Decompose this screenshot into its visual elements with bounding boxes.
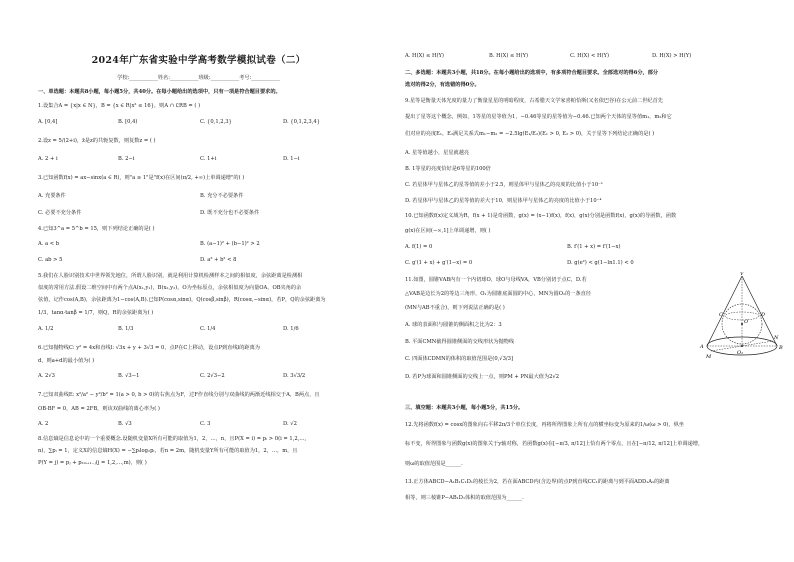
sphere-center-point — [741, 323, 743, 325]
q2-option-c: C. 1+i — [200, 156, 217, 162]
label-n: N — [774, 335, 779, 341]
section-multi-choice-header: 二、多选题：本题共3小题，共18分。在每小题给出的选项中，有多项符合题目要求。全部选对的得6分，部分 — [405, 70, 659, 76]
q8-option-c: C. H(X) < H(Y) — [570, 53, 609, 59]
q6-option-a: A. 2√3 — [38, 373, 55, 379]
q6-option-b: B. √3−1 — [118, 373, 140, 379]
q4-option-c: C. ab > 5 — [38, 257, 63, 263]
question-5-line-3: 弦值，记作cos(A,B)，余弦距离为1−cos(A,B).已知P(cosα,sinα)，Q(cosβ,sinβ)，R(cosα,−sinα)，若P，Q的余弦距离为 — [38, 297, 326, 303]
cone-sphere-figure — [697, 272, 787, 372]
cone-edge-va — [707, 276, 742, 346]
q10-option-d: D. g(e²) < g(1−ln1.1) < 0 — [567, 260, 634, 266]
q2-option-d: D. 1−i — [283, 156, 300, 162]
q7-option-c: C. 3 — [200, 421, 211, 427]
q8-option-b: B. H(X) ≤ H(Y) — [489, 53, 529, 59]
question-8-line-2: n)，∑pᵢ = 1，定义X的信息熵H(X) = −∑pᵢlog₂pᵢ，若n = 2m，随机变量Y所有可能的取值为1，2，…，m，且 — [38, 448, 298, 454]
q9-option-b: B. 1等星的亮度恰好是6等星的100倍 — [405, 166, 491, 172]
q7-option-b: B. √3 — [118, 421, 132, 427]
question-4: 4.已知3^a = 5^b = 15，则下列结论正确的是( ) — [38, 226, 155, 232]
q3-option-a: A. 充要条件 — [38, 193, 66, 199]
question-11-line-1: 11.如图，圆锥VAB内有一个内切球O，球O与母线VA，VB分别切于点C，D.若 — [405, 277, 587, 283]
question-12-line-2: 标不变，所得图象与函数g(x)的图象关于y轴对称，若函数g(x)在[−π/3, π/12]上恰有两个零点，且在[−π/12, π/12]上单调递增， — [405, 441, 704, 447]
label-o1: O₁ — [737, 350, 744, 356]
question-9-line-2: 提出了星等这个概念，例如，1等星的星等值为1，−0.46等星的星等值为−0.46.已知两个天体的星等值m₁，m₂和它 — [405, 114, 672, 120]
q4-option-a: A. a < b — [38, 241, 60, 247]
q9-option-c: C. 若星体甲与星体乙的星等值的差小于2.5，则星体甲与星体乙的亮度的比值小于10⁻¹ — [405, 182, 603, 188]
q7-option-a: A. 2 — [38, 421, 49, 427]
cone-edge-vb — [742, 276, 777, 346]
question-9-line-3: 们对应的亮度E₁，E₂满足关系式m₁−m₂ = −2.5lg(E₁/E₂)(E₁ > 0, E₂ > 0)，关于星等下列结论正确的是( ) — [405, 131, 655, 137]
q9-option-a: A. 星等值越小，星星就越亮 — [405, 150, 470, 156]
question-8-line-3: P(Y = j) = pⱼ + p₂ₘ₊₁₋ⱼ(j = 1,2,…,m)，则( ) — [38, 460, 147, 466]
question-12-line-3: 则ω的取值范围是______. — [405, 461, 463, 467]
q4-option-d: D. a² + b² < 8 — [200, 257, 237, 263]
question-7-line-2: OB·BF = 0，AB = 2FB，则该双曲线的离心率为( ) — [38, 406, 160, 412]
q3-option-b: B. 充分不必要条件 — [200, 193, 244, 199]
q11-option-d: D. 若P为球面和圆锥侧面的交线上一点，则PM + PN最大值为2√2 — [405, 374, 560, 380]
label-m: M — [706, 354, 712, 360]
label-c: C — [719, 312, 723, 318]
section-fill-in-header: 三、填空题：本题共3小题，每小题5分，共15分。 — [405, 405, 524, 411]
question-13-line-2: 相等，则三棱锥P−AB₁D₁体积的取值范围为______. — [405, 495, 524, 501]
q7-option-d: D. √2 — [283, 421, 297, 427]
q11-option-a: A. 球的表面积与圆锥的侧面积之比为2：3 — [405, 322, 502, 328]
q10-option-b: B. f′(1 + x) = f′(1−x) — [567, 244, 621, 250]
label-v: V — [740, 272, 744, 277]
question-5-line-2: 似度的常用方法.假设二维空间中有两个点A(x₁,y₁)，B(x₂,y₂)，O为坐标原点，余弦相似度为向量OA，OB夹角的余 — [38, 285, 302, 291]
section-single-choice-header: 一、单选题：本题共8小题，每小题5分，共40分。在每小题给出的选项中，只有一项是符合题目要求的。 — [38, 89, 281, 95]
tangent-circle — [725, 312, 759, 320]
q2-option-a: A. 2 + i — [38, 156, 58, 162]
q9-option-d: D. 若星体甲与星体乙的星等值的差大于10，则星体甲与星体乙的亮度的比值小于10⁻⁴ — [405, 198, 602, 204]
q2-option-b: B. 2−i — [118, 156, 135, 162]
question-10-line-1: 10.已知函数f(x)定义域为R，f(x + 1)是奇函数，g(x) = (x−1)f(x)，f(x)，g(x)分别是函数f(x)，g(x)的导函数，函数 — [405, 213, 677, 219]
q3-option-c: C. 必要不充分条件 — [38, 210, 82, 216]
student-info-line: 学校:___________姓名:___________班级:___________考号:___________ — [117, 75, 280, 81]
question-6-line-2: d，则a+d的最小值为( ) — [38, 358, 95, 364]
question-11-line-3: (MN与AB不重合)，则下列说法正确的是( ) — [405, 305, 505, 311]
question-12-line-1: 12.先将函数f(x) = cosx的图象向右平移2π/3个单位长度，再将所得图象上所有点的横坐标变为原来的1/ω(ω > 0)，纵坐 — [405, 422, 684, 428]
q11-option-c: C. 四面体CDMN的体积的取值范围是(0,√3/3] — [405, 356, 513, 362]
q5-option-c: C. 1/4 — [200, 326, 216, 332]
right-column — [397, 0, 794, 562]
question-9-line-1: 9.星等是衡量天体光度的量力了衡量星星的明暗程度，古希腊天文学家喜帕恰斯(又名依巴谷)在公元前二世纪首先 — [405, 98, 663, 104]
label-b: B — [779, 345, 783, 351]
q4-option-b: B. (a−1)² + (b−1)² > 2 — [200, 241, 260, 247]
question-3: 3.已知函数f(x) = ax−sinx(a ∈ R)，则"a ≥ 1"是"f(x)在区间(π/2, +∞)上单调递增"的( ) — [38, 175, 245, 181]
question-2: 2.设z = 5/(2+i)，z̄是z的共轭复数，则复数z = ( ) — [38, 138, 156, 144]
q3-option-d: D. 既不充分也不必要条件 — [200, 210, 260, 216]
q1-option-a: A. [0,4] — [38, 119, 58, 125]
q10-option-a: A. f(1) = 0 — [405, 244, 433, 250]
q1-option-c: C. {0,1,2,3} — [200, 119, 232, 125]
q5-option-d: D. 1/6 — [283, 326, 299, 332]
q6-option-d: D. 3√3/2 — [283, 373, 306, 379]
question-5-line-1: 5.我们在人脸识别技术中世界领先地位，所谓人脸识别，就是利用计算机检测样本之间的相似度，余弦距离是检测相 — [38, 273, 303, 279]
q10-option-c: C. g′(1 + x) + g′(1−x) = 0 — [405, 260, 473, 266]
q5-option-a: A. 1/2 — [38, 326, 54, 332]
question-7-line-1: 7.已知双曲线E: x²/a² − y²/b² = 1(a > 0, b > 0)的右焦点为F，过F作直线分别与双曲线的两渐近线相交于A，B两点，且 — [38, 392, 320, 398]
question-13-line-1: 13.正方体ABCD−A₁B₁C₁D₁的棱长为2，若在面ABCD内(含边界)的点P到直线CC₁的距离与到平面ADD₁A₁的距离 — [405, 479, 670, 485]
question-1: 1.设集合A = {x|x ∈ N}，B = {x ∈ R|x² ≤ 16}，则A ∩ ∁RB = ( ) — [38, 103, 201, 109]
q11-option-b: B. 平面CMN截得圆锥侧面的交线形状为抛物线 — [405, 339, 515, 345]
question-6-line-1: 6.已知抛物线C: y² = 4x和直线l: √3x + y + 3√3 = 0，点P在C上移动，设点P到直线l的距离为 — [38, 345, 260, 351]
label-o: O — [744, 319, 749, 325]
question-8-line-1: 8.信息熵是信息论中的一个重要概念.设随机变量X所有可能的取值为1，2，…，n，且P(X = i) = pᵢ > 0(i = 1,2,…, — [38, 436, 307, 442]
question-5-line-4: 1/3，tanα·tanβ = 1/7，则Q，R的余弦距离为( ) — [38, 310, 154, 316]
question-11-line-2: △VAB是边长为2的等边三角形，O₁为圆锥底面圆的中心，MN为圆O₁的一条直径 — [405, 291, 592, 297]
label-d: D — [761, 312, 766, 318]
question-10-line-2: g(x)在区间(−∞,1]上单调递增，则( ) — [405, 228, 491, 234]
section-multi-choice-header-2: 选对的得2分，有选错的得0分。 — [405, 82, 480, 88]
q8-option-d: D. H(X) > H(Y) — [652, 53, 692, 59]
q1-option-b: B. [0,4) — [118, 119, 138, 125]
q8-option-a: A. H(X) ≤ H(Y) — [405, 53, 444, 59]
q6-option-c: C. 2√3−2 — [200, 373, 225, 379]
label-a: A — [700, 344, 704, 350]
q5-option-b: B. 1/3 — [118, 326, 134, 332]
base-center-point — [741, 345, 743, 347]
exam-title: 2024年广东省实验中学高考数学模拟试卷（二） — [91, 55, 306, 66]
q1-option-d: D. {0,1,2,3,4} — [283, 119, 320, 125]
